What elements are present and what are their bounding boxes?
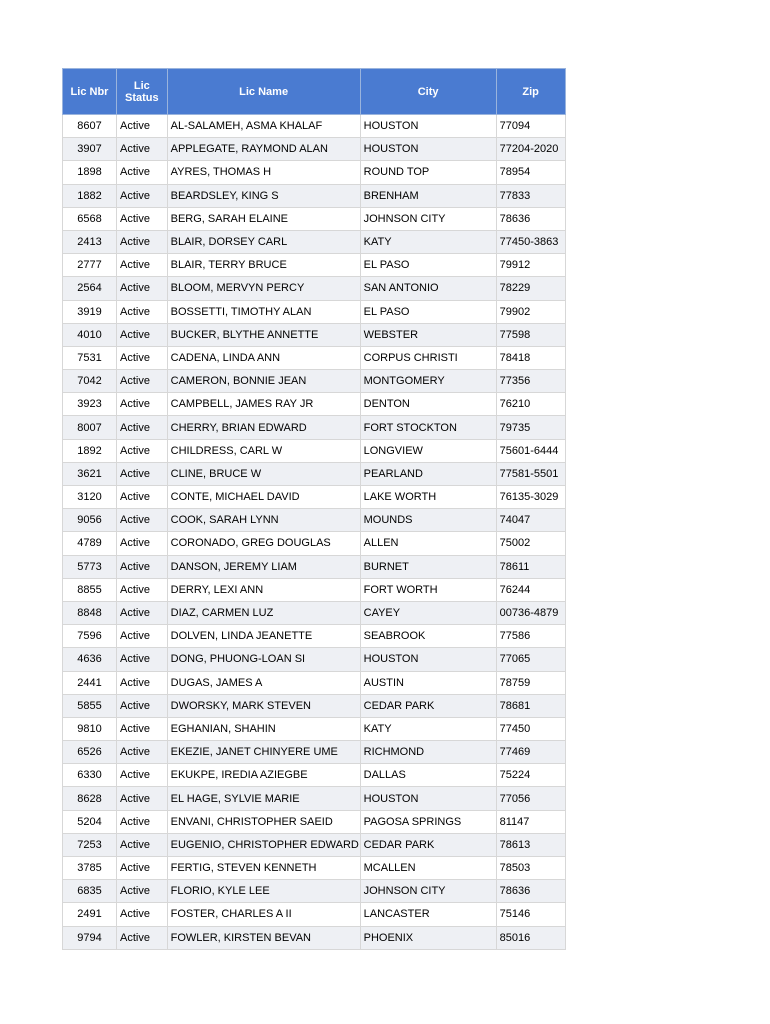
cell-lic-name: FOWLER, KIRSTEN BEVAN [167,926,360,949]
cell-lic-nbr: 3923 [63,393,117,416]
cell-lic-status: Active [117,509,168,532]
cell-lic-nbr: 7042 [63,370,117,393]
cell-lic-name: DANSON, JEREMY LIAM [167,555,360,578]
header-city: City [360,69,496,115]
cell-zip: 78759 [496,671,565,694]
cell-lic-name: DONG, PHUONG-LOAN SI [167,648,360,671]
cell-lic-status: Active [117,926,168,949]
license-table [62,68,566,950]
cell-lic-name: FLORIO, KYLE LEE [167,880,360,903]
table-row [63,555,566,578]
cell-lic-name: DWORSKY, MARK STEVEN [167,694,360,717]
cell-lic-name: EKEZIE, JANET CHINYERE UME [167,741,360,764]
cell-city: EL PASO [360,300,496,323]
cell-zip: 78613 [496,833,565,856]
table-row [63,671,566,694]
cell-zip: 81147 [496,810,565,833]
cell-lic-nbr: 3907 [63,138,117,161]
cell-zip: 79735 [496,416,565,439]
cell-lic-nbr: 5204 [63,810,117,833]
table-row [63,115,566,138]
cell-lic-nbr: 2441 [63,671,117,694]
cell-city: CORPUS CHRISTI [360,346,496,369]
header-row [63,69,566,115]
cell-lic-status: Active [117,694,168,717]
cell-city: MONTGOMERY [360,370,496,393]
cell-lic-status: Active [117,393,168,416]
cell-lic-name: DIAZ, CARMEN LUZ [167,601,360,624]
table-row [63,346,566,369]
cell-city: ALLEN [360,532,496,555]
cell-lic-name: DUGAS, JAMES A [167,671,360,694]
cell-zip: 77094 [496,115,565,138]
cell-lic-nbr: 1898 [63,161,117,184]
cell-lic-nbr: 9810 [63,717,117,740]
cell-city: FORT WORTH [360,578,496,601]
cell-city: CAYEY [360,601,496,624]
cell-zip: 76135-3029 [496,486,565,509]
cell-zip: 78681 [496,694,565,717]
cell-lic-nbr: 3120 [63,486,117,509]
cell-lic-status: Active [117,230,168,253]
cell-lic-status: Active [117,115,168,138]
cell-lic-status: Active [117,370,168,393]
cell-lic-status: Active [117,462,168,485]
cell-lic-name: CAMERON, BONNIE JEAN [167,370,360,393]
table-row [63,625,566,648]
table-row [63,277,566,300]
cell-lic-nbr: 4636 [63,648,117,671]
cell-zip: 75224 [496,764,565,787]
cell-city: LAKE WORTH [360,486,496,509]
cell-lic-name: CAMPBELL, JAMES RAY JR [167,393,360,416]
cell-lic-status: Active [117,138,168,161]
cell-city: ROUND TOP [360,161,496,184]
cell-lic-name: APPLEGATE, RAYMOND ALAN [167,138,360,161]
table-row [63,648,566,671]
cell-zip: 77450-3863 [496,230,565,253]
cell-city: JOHNSON CITY [360,207,496,230]
cell-lic-status: Active [117,671,168,694]
table-row [63,486,566,509]
cell-lic-status: Active [117,346,168,369]
cell-city: HOUSTON [360,648,496,671]
cell-lic-nbr: 5773 [63,555,117,578]
cell-lic-name: COOK, SARAH LYNN [167,509,360,532]
cell-lic-status: Active [117,625,168,648]
cell-lic-status: Active [117,880,168,903]
table-row [63,161,566,184]
cell-city: KATY [360,717,496,740]
cell-zip: 77065 [496,648,565,671]
cell-city: HOUSTON [360,787,496,810]
cell-lic-nbr: 5855 [63,694,117,717]
cell-city: CEDAR PARK [360,694,496,717]
cell-city: SAN ANTONIO [360,277,496,300]
table-row [63,509,566,532]
cell-lic-name: EUGENIO, CHRISTOPHER EDWARD [167,833,360,856]
cell-lic-nbr: 7253 [63,833,117,856]
cell-zip: 79912 [496,254,565,277]
cell-lic-status: Active [117,648,168,671]
cell-lic-name: CONTE, MICHAEL DAVID [167,486,360,509]
cell-zip: 77586 [496,625,565,648]
cell-zip: 78229 [496,277,565,300]
cell-lic-name: CHERRY, BRIAN EDWARD [167,416,360,439]
cell-zip: 78954 [496,161,565,184]
table-row [63,764,566,787]
cell-lic-status: Active [117,903,168,926]
cell-lic-name: AYRES, THOMAS H [167,161,360,184]
cell-lic-status: Active [117,300,168,323]
cell-lic-name: BLOOM, MERVYN PERCY [167,277,360,300]
cell-lic-status: Active [117,810,168,833]
cell-lic-status: Active [117,833,168,856]
table-row [63,601,566,624]
cell-lic-name: EL HAGE, SYLVIE MARIE [167,787,360,810]
table-row [63,532,566,555]
cell-lic-status: Active [117,184,168,207]
cell-lic-name: DOLVEN, LINDA JEANETTE [167,625,360,648]
cell-lic-status: Active [117,439,168,462]
cell-city: LONGVIEW [360,439,496,462]
table-row [63,254,566,277]
cell-lic-nbr: 3785 [63,857,117,880]
cell-zip: 77598 [496,323,565,346]
cell-lic-status: Active [117,323,168,346]
cell-city: FORT STOCKTON [360,416,496,439]
cell-zip: 78503 [496,857,565,880]
cell-lic-nbr: 2564 [63,277,117,300]
cell-lic-nbr: 2491 [63,903,117,926]
cell-lic-nbr: 6526 [63,741,117,764]
table-row [63,717,566,740]
cell-city: RICHMOND [360,741,496,764]
header-zip: Zip [496,69,565,115]
cell-lic-name: AL-SALAMEH, ASMA KHALAF [167,115,360,138]
header-lic-nbr: Lic Nbr [63,69,117,115]
cell-lic-status: Active [117,486,168,509]
cell-city: BURNET [360,555,496,578]
cell-lic-name: BLAIR, DORSEY CARL [167,230,360,253]
cell-city: BRENHAM [360,184,496,207]
cell-zip: 00736-4879 [496,601,565,624]
header-lic-name: Lic Name [167,69,360,115]
cell-lic-name: FOSTER, CHARLES A II [167,903,360,926]
cell-lic-nbr: 6568 [63,207,117,230]
table-row [63,903,566,926]
table-row [63,787,566,810]
cell-lic-nbr: 3919 [63,300,117,323]
cell-lic-name: ENVANI, CHRISTOPHER SAEID [167,810,360,833]
cell-lic-status: Active [117,416,168,439]
table-row [63,416,566,439]
cell-zip: 77469 [496,741,565,764]
cell-lic-name: BOSSETTI, TIMOTHY ALAN [167,300,360,323]
cell-lic-name: FERTIG, STEVEN KENNETH [167,857,360,880]
cell-lic-status: Active [117,601,168,624]
cell-city: KATY [360,230,496,253]
table-row [63,810,566,833]
cell-lic-name: CADENA, LINDA ANN [167,346,360,369]
table-row [63,230,566,253]
cell-lic-nbr: 8007 [63,416,117,439]
cell-lic-status: Active [117,532,168,555]
cell-lic-name: EGHANIAN, SHAHIN [167,717,360,740]
cell-lic-nbr: 8855 [63,578,117,601]
cell-zip: 78636 [496,207,565,230]
cell-city: MCALLEN [360,857,496,880]
cell-lic-status: Active [117,717,168,740]
cell-zip: 78418 [496,346,565,369]
table-row [63,439,566,462]
cell-city: WEBSTER [360,323,496,346]
cell-lic-status: Active [117,857,168,880]
cell-lic-status: Active [117,764,168,787]
cell-lic-name: BUCKER, BLYTHE ANNETTE [167,323,360,346]
table-row [63,694,566,717]
cell-city: HOUSTON [360,138,496,161]
cell-lic-name: BLAIR, TERRY BRUCE [167,254,360,277]
cell-zip: 76244 [496,578,565,601]
cell-zip: 77581-5501 [496,462,565,485]
cell-lic-status: Active [117,555,168,578]
cell-lic-name: BERG, SARAH ELAINE [167,207,360,230]
cell-lic-nbr: 2413 [63,230,117,253]
cell-city: PAGOSA SPRINGS [360,810,496,833]
cell-lic-nbr: 6330 [63,764,117,787]
cell-zip: 76210 [496,393,565,416]
cell-lic-status: Active [117,787,168,810]
cell-lic-name: BEARDSLEY, KING S [167,184,360,207]
cell-zip: 85016 [496,926,565,949]
table-header [63,69,566,115]
cell-lic-nbr: 1892 [63,439,117,462]
cell-city: PEARLAND [360,462,496,485]
cell-city: JOHNSON CITY [360,880,496,903]
cell-lic-status: Active [117,741,168,764]
cell-lic-nbr: 4010 [63,323,117,346]
cell-lic-nbr: 3621 [63,462,117,485]
cell-lic-name: CHILDRESS, CARL W [167,439,360,462]
table-row [63,833,566,856]
cell-city: MOUNDS [360,509,496,532]
cell-zip: 75146 [496,903,565,926]
table-row [63,370,566,393]
cell-lic-nbr: 6835 [63,880,117,903]
cell-lic-status: Active [117,254,168,277]
cell-zip: 77356 [496,370,565,393]
cell-lic-nbr: 1882 [63,184,117,207]
cell-zip: 75601-6444 [496,439,565,462]
cell-city: LANCASTER [360,903,496,926]
cell-lic-status: Active [117,161,168,184]
table-row [63,138,566,161]
cell-lic-status: Active [117,277,168,300]
cell-lic-nbr: 8848 [63,601,117,624]
cell-zip: 78611 [496,555,565,578]
table-row [63,207,566,230]
cell-lic-nbr: 7596 [63,625,117,648]
cell-lic-nbr: 7531 [63,346,117,369]
cell-city: SEABROOK [360,625,496,648]
cell-lic-name: DERRY, LEXI ANN [167,578,360,601]
cell-city: HOUSTON [360,115,496,138]
table-row [63,880,566,903]
cell-zip: 79902 [496,300,565,323]
header-lic-status: Lic Status [117,69,168,115]
cell-lic-name: EKUKPE, IREDIA AZIEGBE [167,764,360,787]
cell-zip: 75002 [496,532,565,555]
table-row [63,578,566,601]
table-row [63,741,566,764]
cell-lic-nbr: 8628 [63,787,117,810]
cell-city: PHOENIX [360,926,496,949]
cell-city: DALLAS [360,764,496,787]
cell-lic-name: CLINE, BRUCE W [167,462,360,485]
cell-city: AUSTIN [360,671,496,694]
cell-lic-nbr: 2777 [63,254,117,277]
cell-lic-status: Active [117,207,168,230]
cell-zip: 77204-2020 [496,138,565,161]
table-row [63,926,566,949]
table-row [63,300,566,323]
cell-lic-status: Active [117,578,168,601]
cell-lic-name: CORONADO, GREG DOUGLAS [167,532,360,555]
table-row [63,393,566,416]
cell-city: EL PASO [360,254,496,277]
cell-zip: 77450 [496,717,565,740]
table-row [63,184,566,207]
table-row [63,857,566,880]
cell-city: CEDAR PARK [360,833,496,856]
cell-lic-nbr: 8607 [63,115,117,138]
cell-zip: 77056 [496,787,565,810]
cell-zip: 74047 [496,509,565,532]
cell-lic-nbr: 9794 [63,926,117,949]
table-row [63,323,566,346]
cell-lic-nbr: 4789 [63,532,117,555]
cell-zip: 78636 [496,880,565,903]
cell-lic-nbr: 9056 [63,509,117,532]
table-body [63,115,566,950]
cell-city: DENTON [360,393,496,416]
cell-zip: 77833 [496,184,565,207]
table-row [63,462,566,485]
